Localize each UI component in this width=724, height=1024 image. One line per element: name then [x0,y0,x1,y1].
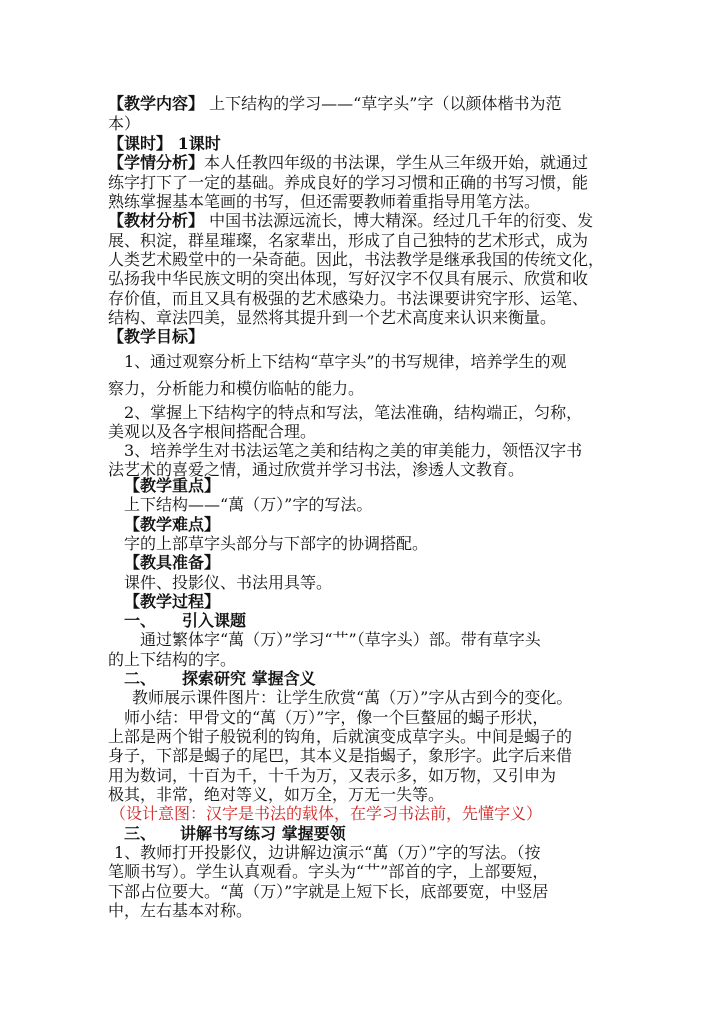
goal-item: 2、掌握上下结构字的特点和写法，笔法准确，结构端正，匀称， [124,403,583,422]
goal-item: 3、培养学生对书法运笔之美和结构之美的审美能力，领悟汉字书 [124,441,583,460]
goal-item-cont: 美观以及各字根间搭配合理。 [108,422,317,441]
step3-heading [124,824,346,844]
design-note: （设计意图：汉字是书法的载体，在学习书法前，先懂字义） [110,804,543,823]
step2-number: 二、 [124,669,157,688]
learning-line: 练字打下了一定的基础。养成良好的学习习惯和正确的书写习惯，能 [108,173,589,192]
step2-line: 极其，非常，绝对等义，如万全，万无一失等。 [108,785,445,804]
material-text: 中国书法源远流长，博大精深。经过几千年的衍变、发 [204,211,594,230]
period-text: 1课时 [172,134,221,153]
step1-line: 通过繁体字“萬（万）”学习“艹”（草字头）部。带有草字头 [140,630,541,649]
step2-line: 教师展示课件图片：让学生欣赏“萬（万）”字从古到今的变化。 [132,688,573,707]
step3-line: 笔顺书写）。学生认真观看。字头为“艹”部首的字，上部要短， [108,862,549,881]
material-label: 【教材分析】 [108,211,205,230]
learning-text: 本人任教四年级的书法课，学生从三年级开始，就通过 [204,153,589,172]
step2-heading [124,669,316,689]
step2-line: 用为数词，十百为千，十千为万，又表示多，如万物，又引申为 [108,766,557,785]
content-line [108,94,561,114]
material-line: 展、积淀，群星璀璨，名家辈出，形成了自己独特的艺术形式，成为 [108,231,589,250]
step2-line: 身子，下部是蝎子的尾巴，其本义是指蝎子，象形字。此字后来借 [108,746,573,765]
step3-line: 下部占位要大。“萬（万）”字就是上短下长，底部要宽，中竖居 [108,882,549,901]
tools-text: 课件、投影仪、书法用具等。 [124,573,333,592]
step1-title: 引入课题 [182,611,247,630]
step2-line: 上部是两个钳子般锐利的钩角，后就演变成草字头。中间是蝎子的 [108,727,573,746]
content-text-cont: 本） [108,114,141,133]
difficulty-heading: 【教学难点】 [124,515,221,534]
learning-label: 【学情分析】 [108,153,205,172]
step2-line: 师小结：甲骨文的“萬（万）”字，像一个巨螯屈的蝎子形状， [124,708,549,727]
period-line [108,134,221,154]
material-line [108,211,593,231]
key-heading: 【教学重点】 [124,476,221,495]
learning-line: 熟练掌握基本笔画的书写，但还需要教师着重指导用笔方法。 [108,192,541,211]
content-text: 上下结构的学习——“草字头”字（以颜体楷书为范 [204,94,562,113]
step3-line: 中，左右基本对称。 [108,901,253,920]
step3-number: 三、 [124,824,157,843]
process-heading: 【教学过程】 [124,592,221,611]
material-line: 存价值，而且又具有极强的艺术感染力。书法课要讲究字形、运笔、 [108,289,589,308]
goal-item-cont: 察力，分析能力和模仿临帖的能力。 [108,379,365,398]
material-line: 结构、章法四美，显然将其提升到一个艺术高度来认识来衡量。 [108,308,557,327]
step1-number: 一、 [124,611,157,630]
goal-item-cont: 法艺术的喜爱之情，通过欣赏并学习书法，渗透人文教育。 [108,460,525,479]
learning-line [108,153,588,173]
goals-heading: 【教学目标】 [108,327,205,346]
step3-line: 1、教师打开投影仪，边讲解边演示“萬（万）”字的写法。（按 [114,843,541,862]
content-label: 【教学内容】 [108,94,205,113]
period-label: 【课时】 [108,134,173,153]
key-text: 上下结构——“萬（万）”字的写法。 [124,495,373,514]
material-line: 弘扬我中华民族文明的突出体现，写好汉字不仅具有展示、欣赏和收 [108,269,589,288]
goal-item: 1、通过观察分析上下结构“草字头”的书写规律，培养学生的观 [124,352,567,371]
material-line: 人类艺术殿堂中的一朵奇葩。因此，书法教学是继承我国的传统文化， [108,250,605,269]
step2-title: 探索研究 掌握含义 [182,669,316,688]
difficulty-text: 字的上部草字头部分与下部字的协调搭配。 [124,534,429,553]
step1-line: 的上下结构的字。 [108,650,237,669]
step1-heading [124,611,246,631]
step3-title: 讲解书写练习 掌握要领 [180,824,346,843]
tools-heading: 【教具准备】 [124,553,221,572]
